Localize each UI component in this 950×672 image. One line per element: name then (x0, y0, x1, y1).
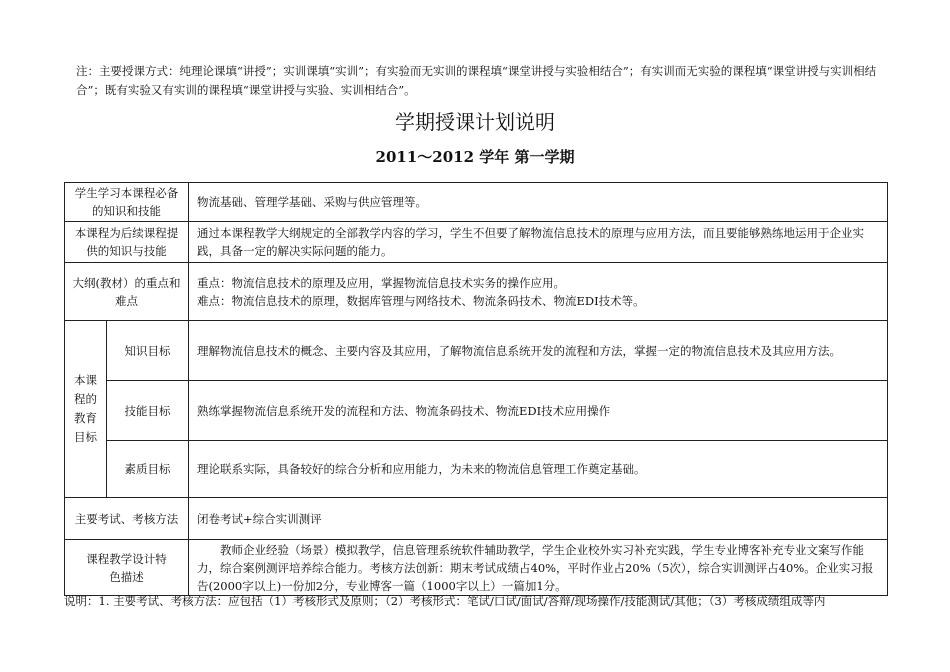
skill-goal-value: 熟练掌握物流信息系统开发的流程和方法、物流条码技术、物流EDI技术应用操作 (189, 381, 888, 441)
prereq-label: 学生学习本课程必备的知识和技能 (65, 183, 189, 222)
quality-goal-value: 理论联系实际，具备较好的综合分析和应用能力，为未来的物流信息管理工作奠定基础。 (189, 441, 888, 498)
table-row (65, 381, 888, 441)
followup-value: 通过本课程教学大纲规定的全部教学内容的学习，学生不但要了解物流信息技术的原理与应用方法，而且要能够熟练地运用于企业实践，具备一定的解决实际问题的能力。 (189, 222, 888, 263)
table-row (65, 222, 888, 263)
difficulty-line: 难点：物流信息技术的原理，数据库管理与网络技术、物流条码技术、物流EDI技术等。 (197, 293, 645, 308)
table-row (65, 540, 888, 596)
knowledge-goal-label: 知识目标 (107, 321, 189, 381)
key-point-line: 重点：物流信息技术的原理及应用，掌握物流信息技术实务的操作应用。 (197, 275, 565, 290)
feature-value: 教师企业经验（场景）模拟教学，信息管理系统软件辅助教学，学生企业校外实习补充实践，学生专业博客补充专业文案写作能力，综合案例测评培养综合能力。考核方法创新：期末考试成绩占40%，平时作业占20%（5次），综合实训测评占40%。企业实习报告(2000字以上)一份加2分，专业博客一篇（1000字以上）一篇加1分。 (189, 540, 888, 596)
exam-method-value: 闭卷考试+综合实训测评 (189, 498, 888, 540)
table-row (65, 183, 888, 222)
table-row (65, 321, 888, 381)
feature-label: 课程教学设计特色描述 (65, 540, 189, 596)
knowledge-goal-value: 理解物流信息技术的概念、主要内容及其应用，了解物流信息系统开发的流程和方法，掌握一定的物流信息技术及其应用方法。 (189, 321, 888, 381)
exam-method-label: 主要考试、考核方法 (65, 498, 189, 540)
key-points-label: 大纲(教材）的重点和难点 (65, 263, 189, 321)
goals-label: 本课程的教育目标 (65, 321, 107, 498)
footer-note: 说明：1. 主要考试、考核方法：应包括（1）考核形式及原则；（2）考核形式：笔试/口试/面试/答辩/现场操作/技能测试/其他；（3）考核成绩组成等内 (64, 594, 826, 608)
table-row (65, 263, 888, 321)
instruction-note: 注：主要授课方式：纯理论课填“讲授”；实训课填“实训”；有实验而无实训的课程填“课堂讲授与实验相结合”；有实训而无实验的课程填“课堂讲授与实训相结合”；既有实验又有实训的课程填“课堂讲授与实验、实训相结合”。 (76, 64, 877, 97)
plan-table (64, 182, 888, 596)
prereq-value: 物流基础、管理学基础、采购与供应管理等。 (189, 183, 888, 222)
page-title: 学期授课计划说明 (395, 110, 555, 134)
semester-subtitle: 2011～2012 学年 第一学期 (375, 148, 575, 166)
followup-label: 本课程为后续课程提供的知识与技能 (65, 222, 189, 263)
table-row (65, 441, 888, 498)
key-points-value (189, 263, 888, 321)
skill-goal-label: 技能目标 (107, 381, 189, 441)
table-row (65, 498, 888, 540)
quality-goal-label: 素质目标 (107, 441, 189, 498)
